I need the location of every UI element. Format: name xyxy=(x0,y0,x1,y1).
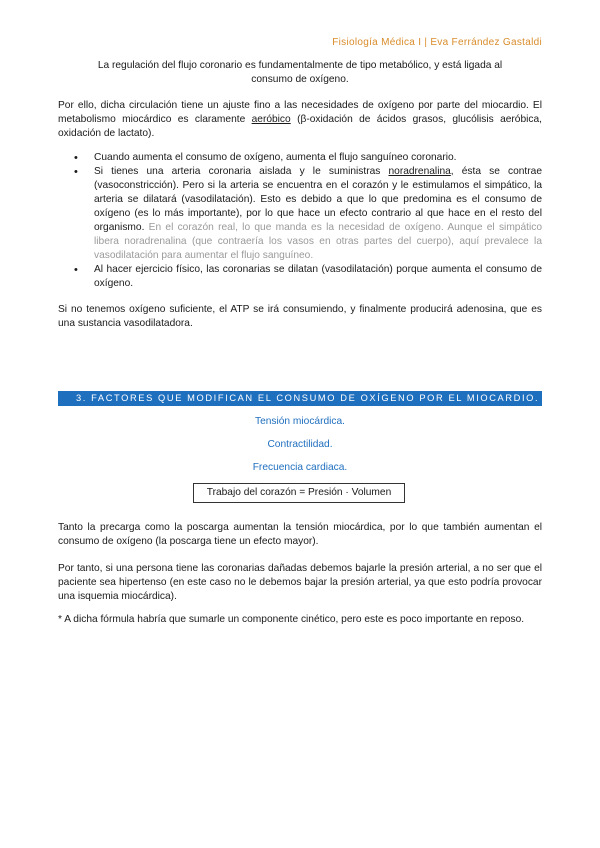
intro-line-1: La regulación del flujo coronario es fundamentalmente de tipo metabólico, y está ligada al xyxy=(97,60,503,71)
footnote-paragraph: * A dicha fórmula habría que sumarle un componente cinético, pero este es poco importante en reposo. xyxy=(58,614,525,625)
adenosine-paragraph: Si no tenemos oxígeno suficiente, el ATP se irá consumiendo, y finalmente producirá adenosina, que es una sustancia vasodilatadora. xyxy=(58,304,542,329)
bullet-gray-note: En el corazón real, lo que manda es la necesidad de oxígeno. Aunque el simpático libera noradrenalina (que contraería los vasos en otras partes del cuerpo), aquí prevalece la vasodilatación para aumentar el flujo sanguíneo. xyxy=(94,222,542,261)
metabolism-text-b: (β-oxidación de ácidos grasos, glucólisis aeróbica, oxidación de lactato). xyxy=(58,114,542,139)
preload-paragraph: Tanto la precarga como la poscarga aumentan la tensión miocárdica, por lo que también aumentan el consumo de oxígeno (la poscarga tiene un efecto mayor). xyxy=(58,522,542,547)
bullet-text: Al hacer ejercicio físico, las coronarias se dilatan (vasodilatación) porque aumenta el consumo de oxígeno. xyxy=(94,264,542,289)
intro-line-2: consumo de oxígeno. xyxy=(251,74,349,85)
aerobic-term: aeróbico xyxy=(251,114,291,125)
factor-tension: Tensión miocárdica. xyxy=(254,416,346,427)
factor-contractility: Contractilidad. xyxy=(267,439,333,450)
bullet-list xyxy=(58,151,542,291)
bullet-text: Cuando aumenta el consumo de oxígeno, aumenta el flujo sanguíneo coronario. xyxy=(94,152,457,163)
bullet-item-oxygen-flow xyxy=(94,151,542,165)
bullet-text: , ésta se contrae (vasoconstricción). Pero si la arteria se encuentra en el corazón y le estimulamos el simpático, la arteria se dilatará (vasodilatación). Esto es debido a que lo que predomina es el consumo de oxígeno (es lo más importante), por lo que hace un efecto contrario al que hace en el resto del organismo. xyxy=(94,166,542,233)
intro-paragraph xyxy=(72,59,528,87)
formula-box: Trabajo del corazón = Presión · Volumen xyxy=(193,483,405,503)
bullet-text: Si tienes una arteria coronaria aislada y le suministras xyxy=(94,166,389,177)
section-heading-3: 3. FACTORES QUE MODIFICAN EL CONSUMO DE OXÍGENO POR EL MIOCARDIO. xyxy=(58,391,542,406)
metabolism-paragraph xyxy=(58,99,542,141)
factor-heart-rate: Frecuencia cardiaca. xyxy=(252,462,348,473)
metabolism-text-a: Por ello, dicha circulación tiene un ajuste fino a las necesidades de oxígeno por parte del miocardio. El metabolismo miocárdico es claramente xyxy=(58,100,542,125)
page-header: Fisiología Médica I | Eva Ferrández Gastaldi xyxy=(332,37,542,48)
bullet-item-exercise xyxy=(94,263,542,291)
blood-pressure-paragraph: Por tanto, si una persona tiene las coronarias dañadas debemos bajarle la presión arterial, a no ser que el paciente sea hipertenso (en este caso no le debemos bajar la presión arterial, ya que esto podría provocar una isquemia miocárdica). xyxy=(58,563,542,602)
bullet-item-noradrenaline xyxy=(94,165,542,263)
noradrenaline-term: noradrenalina xyxy=(388,166,451,177)
